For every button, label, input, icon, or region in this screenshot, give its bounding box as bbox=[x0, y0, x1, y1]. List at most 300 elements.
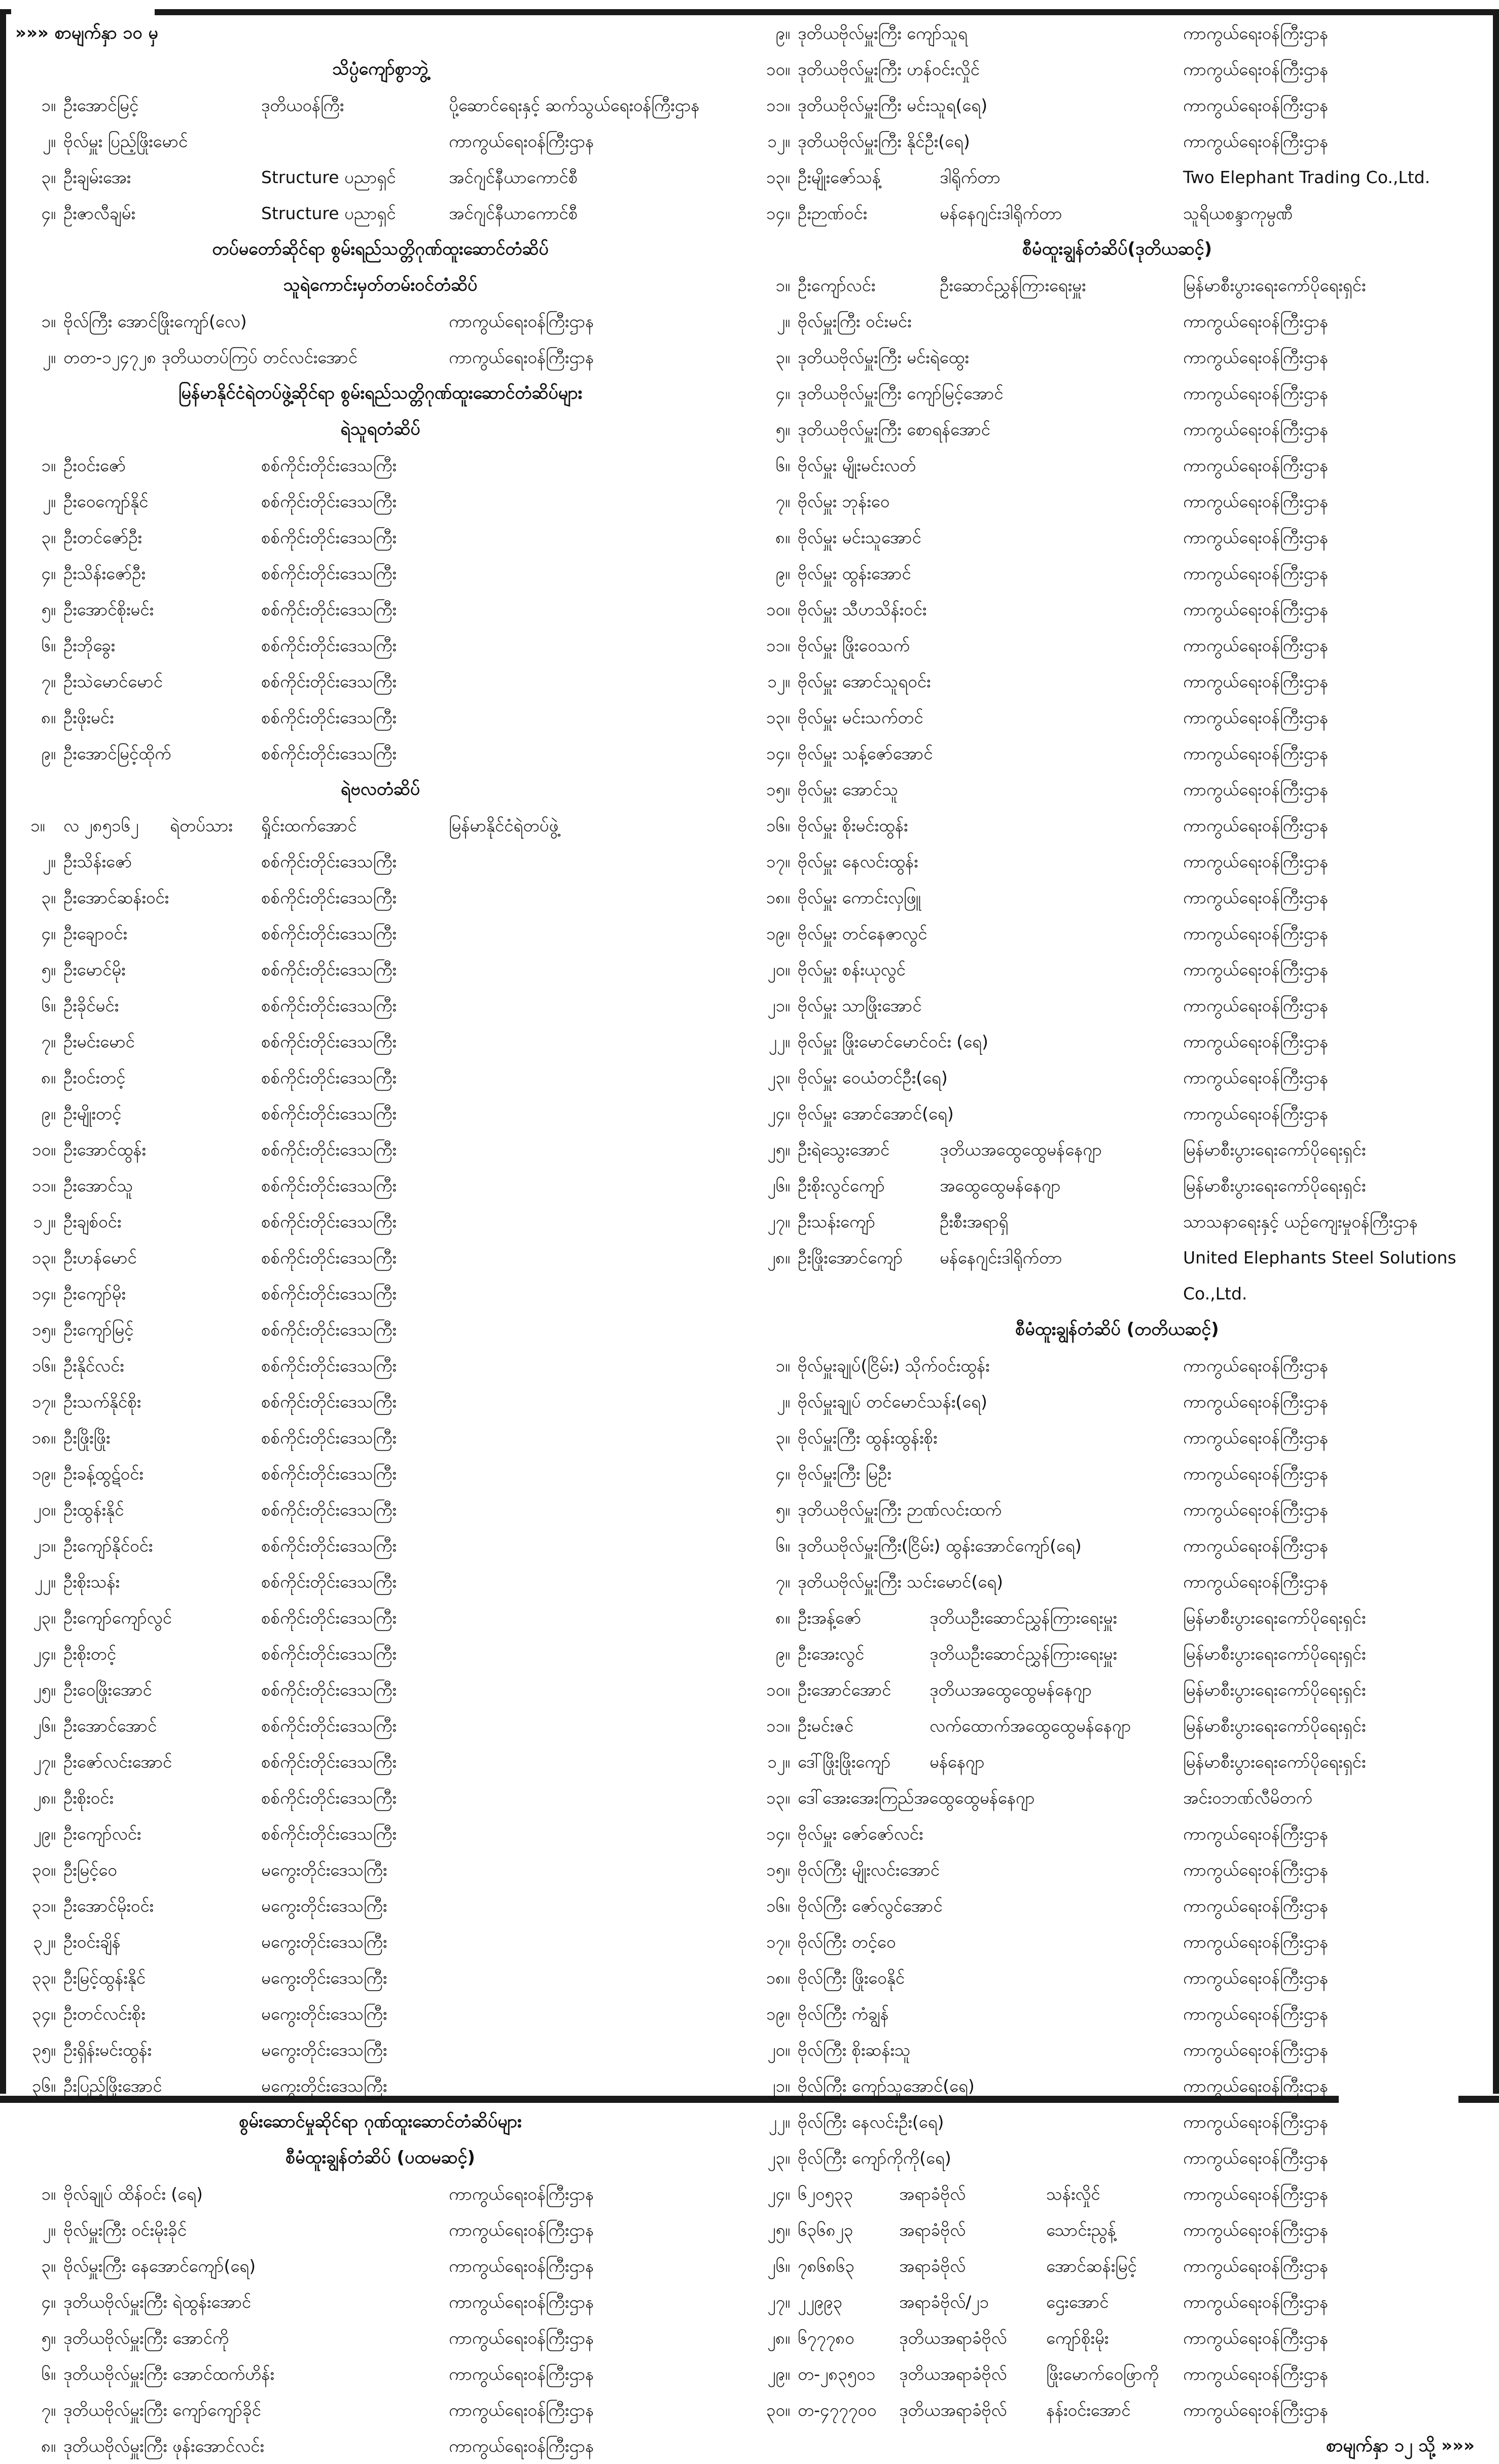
list-row bbox=[15, 2284, 745, 2320]
list-row bbox=[750, 447, 1485, 483]
row-number: ၂၆။ bbox=[767, 2256, 790, 2276]
person-name: ဗိုလ်မှူးချုပ် တင်မောင်သန်း(ရေ) bbox=[798, 1392, 987, 1412]
row-number: ၁၃။ bbox=[31, 1248, 56, 1268]
rank: ဒုတိယအရာခံဗိုလ် bbox=[899, 2364, 1007, 2384]
organization: မြန်မာစီးပွားရေးကော်ပိုရေးရှင်း bbox=[1183, 1140, 1366, 1159]
list-row bbox=[750, 159, 1485, 195]
list-row bbox=[750, 2248, 1485, 2284]
person-name: ဦးစိုးသန်း bbox=[63, 1572, 120, 1592]
organization: ကာကွယ်ရေးဝန်ကြီးဌာန bbox=[1183, 1392, 1329, 1412]
person-name: ဦးမြင့်ဝေ bbox=[63, 1860, 117, 1880]
list-row bbox=[750, 375, 1485, 411]
list-row bbox=[750, 916, 1485, 952]
organization: စစ်ကိုင်းတိုင်းဒေသကြီး bbox=[261, 1752, 397, 1772]
row-number: ၄။ bbox=[41, 924, 56, 943]
organization: စစ်ကိုင်းတိုင်းဒေသကြီး bbox=[261, 1572, 397, 1592]
organization: စစ်ကိုင်းတိုင်းဒေသကြီး bbox=[261, 744, 397, 763]
person-name: ဦးဖိုးမင်း bbox=[63, 708, 114, 727]
list-row bbox=[15, 1888, 745, 1924]
person-name: ရှိုင်းထက်အောင် bbox=[261, 816, 357, 835]
person-name: သန်းလှိုင် bbox=[1046, 2184, 1100, 2204]
list-row bbox=[750, 2320, 1485, 2356]
service-third-class-ranked-list bbox=[750, 2176, 1485, 2428]
row-number: ၂။ bbox=[42, 491, 56, 511]
row-number: ၇။ bbox=[775, 491, 790, 511]
person-name: ဗိုလ်မှူးချုပ်(ငြိမ်း) သိုက်ဝင်းထွန်း bbox=[798, 1356, 990, 1376]
list-row bbox=[750, 303, 1485, 339]
organization: စစ်ကိုင်းတိုင်းဒေသကြီး bbox=[261, 924, 397, 943]
person-name: ဖြိုးမောက်ဝေဖြာကို bbox=[1046, 2364, 1159, 2384]
person-name: ဗိုလ်မှူး ဇော်ဇော်လင်း bbox=[798, 1824, 923, 1844]
person-name: ဦးဝင်းချိန် bbox=[63, 1932, 121, 1952]
organization: ကာကွယ်ရေးဝန်ကြီးဌာန bbox=[1183, 1068, 1329, 1087]
organization: ကာကွယ်ရေးဝန်ကြီးဌာန bbox=[1183, 708, 1329, 727]
person-name: ဗိုလ်ကြီး မျိုးလင်းအောင် bbox=[798, 1860, 940, 1880]
list-row bbox=[15, 916, 745, 952]
row-number: ၁။ bbox=[41, 2184, 56, 2204]
list-row bbox=[750, 1888, 1485, 1924]
row-number: ၂၆။ bbox=[33, 1716, 56, 1736]
list-row bbox=[750, 1996, 1485, 2032]
position: ဒုတိယဦးဆောင်ညွှန်ကြားရေးမှူး bbox=[930, 1644, 1117, 1664]
person-name: ဗိုလ်မှူးကြီး နေအောင်ကျော်(ရေ) bbox=[63, 2256, 256, 2276]
row-number: ၁၅။ bbox=[31, 1320, 56, 1340]
row-number: ၂။ bbox=[42, 131, 56, 151]
organization: ကာကွယ်ရေးဝန်ကြီးဌာန bbox=[1183, 888, 1329, 907]
service-first-class-list-continued bbox=[750, 15, 1485, 231]
row-number: ၁၃။ bbox=[766, 708, 790, 727]
organization: စစ်ကိုင်းတိုင်းဒေသကြီး bbox=[261, 708, 397, 727]
section-subtitle-police: ရဲသူရတံဆိပ် bbox=[340, 419, 420, 439]
rank: ရဲတပ်သား bbox=[170, 816, 233, 835]
list-row bbox=[750, 2068, 1485, 2104]
row-number: ၁၀။ bbox=[766, 600, 790, 619]
list-row bbox=[750, 1168, 1485, 1204]
row-number: ၄။ bbox=[41, 2292, 56, 2312]
person-name: ဦးရှိန်းမင်းထွန်း bbox=[63, 2040, 152, 2060]
list-row bbox=[750, 51, 1485, 87]
section-title-science: သိပ္ပံကျော်စွာဘွဲ့ bbox=[332, 59, 429, 79]
row-number: ၅။ bbox=[775, 1500, 790, 1520]
row-number: ၁။ bbox=[41, 455, 56, 475]
list-row bbox=[15, 1096, 745, 1132]
position: ဒုတိယအထွေထွေမန်နေဂျာ bbox=[930, 1680, 1092, 1700]
organization: စစ်ကိုင်းတိုင်းဒေသကြီး bbox=[261, 600, 397, 619]
person-name: ဦးကျော်မိုး bbox=[63, 1284, 126, 1304]
row-number: ၂၃။ bbox=[33, 1608, 56, 1628]
organization: စစ်ကိုင်းတိုင်းဒေသကြီး bbox=[261, 1320, 397, 1340]
organization: စစ်ကိုင်းတိုင်းဒေသကြီး bbox=[261, 1176, 397, 1195]
person-name: ဗိုလ်မှူးကြီး မြဦး bbox=[798, 1464, 891, 1484]
list-row bbox=[750, 519, 1485, 555]
position: Structure ပညာရှင် bbox=[261, 167, 396, 187]
list-row bbox=[15, 2356, 745, 2392]
person-name: ဦးဟန်မောင် bbox=[63, 1248, 137, 1268]
organization: ပို့ဆောင်ရေးနှင့် ဆက်သွယ်ရေးဝန်ကြီးဌာန bbox=[449, 95, 700, 115]
organization: စစ်ကိုင်းတိုင်းဒေသကြီး bbox=[261, 1644, 397, 1664]
organization: သူရိယစန္ဒာကုမ္ပဏီ bbox=[1183, 203, 1293, 223]
row-number: ၂၇။ bbox=[767, 1212, 790, 1231]
person-name: ဦးအောင်မိုးဝင်း bbox=[63, 1896, 154, 1916]
person-name: ဦးမြင့်ထွန်းနိုင် bbox=[63, 1968, 146, 1988]
list-row bbox=[15, 1528, 745, 1564]
organization: ကာကွယ်ရေးဝန်ကြီးဌာန bbox=[449, 2292, 594, 2312]
list-row bbox=[15, 2032, 745, 2068]
organization: စစ်ကိုင်းတိုင်းဒေသကြီး bbox=[261, 527, 397, 547]
organization: ကာကွယ်ရေးဝန်ကြီးဌာန bbox=[449, 347, 594, 367]
position: မန်နေဂျင်းဒါရိုက်တာ bbox=[940, 1248, 1062, 1268]
row-number: ၃၁။ bbox=[31, 1896, 56, 1916]
organization: စစ်ကိုင်းတိုင်းဒေသကြီး bbox=[261, 455, 397, 475]
list-row bbox=[750, 1600, 1485, 1636]
person-name: ဒုတိယဗိုလ်မှူးကြီး နိုင်ဦး(ရေ) bbox=[798, 131, 970, 151]
list-row bbox=[750, 2212, 1485, 2248]
row-number: ၁၀။ bbox=[31, 1140, 56, 1159]
person-name: ဒေါ်အေးအေးကြည်အထွေထွေမန်နေဂျာ bbox=[798, 1788, 1035, 1808]
row-number: ၅။ bbox=[775, 419, 790, 439]
list-row bbox=[750, 1816, 1485, 1852]
list-row bbox=[15, 1744, 745, 1780]
organization: စစ်ကိုင်းတိုင်းဒေသကြီး bbox=[261, 1608, 397, 1628]
person-name: ဒေါ်ဖြိုးဖြိုးကျော် bbox=[798, 1752, 891, 1772]
row-number: ၄။ bbox=[41, 564, 56, 583]
organization: အင်ဂျင်နီယာကောင်စီ bbox=[449, 203, 578, 223]
row-number: ၆။ bbox=[775, 1536, 790, 1556]
list-row bbox=[15, 1276, 745, 1312]
organization: ကာကွယ်ရေးဝန်ကြီးဌာန bbox=[1183, 311, 1329, 331]
organization: ကာကွယ်ရေးဝန်ကြီးဌာန bbox=[1183, 2220, 1329, 2240]
list-row bbox=[750, 1564, 1485, 1600]
person-name: ဗိုလ်မှူး ဝေယံတင်ဦး(ရေ) bbox=[798, 1068, 948, 1087]
organization: ကာကွယ်ရေးဝန်ကြီးဌာန bbox=[1183, 564, 1329, 583]
person-name: ဒုတိယဗိုလ်မှူးကြီး အောင်ကို bbox=[63, 2328, 229, 2348]
organization: ကာကွယ်ရေးဝန်ကြီးဌာန bbox=[1183, 600, 1329, 619]
person-name: ဗိုလ်မှူး မင်းသက်တင် bbox=[798, 708, 923, 727]
person-name: ဦးချောဝင်း bbox=[63, 924, 127, 943]
section-title-army: တပ်မတော်ဆိုင်ရာ စွမ်းရည်သတ္တိဂုဏ်ထူးဆောင်တံဆိပ် bbox=[212, 239, 549, 259]
list-row bbox=[750, 2176, 1485, 2212]
row-number: ၈။ bbox=[775, 1608, 790, 1628]
list-row bbox=[15, 339, 745, 375]
organization: ကာကွယ်ရေးဝန်ကြီးဌာန bbox=[1183, 1932, 1329, 1952]
person-name: ဦးစိုးတင့် bbox=[63, 1644, 117, 1664]
list-row bbox=[15, 123, 745, 159]
row-number: ၂၈။ bbox=[767, 1248, 790, 1268]
row-number: ၂၅။ bbox=[767, 2220, 790, 2240]
organization: စစ်ကိုင်းတိုင်းဒေသကြီး bbox=[261, 1680, 397, 1700]
row-number: ၁၈။ bbox=[766, 888, 790, 907]
list-row bbox=[15, 555, 745, 591]
row-number: ၁၄။ bbox=[766, 744, 790, 763]
list-row bbox=[15, 735, 745, 771]
person-name: ဦးပြည့်ဖြိုးအောင် bbox=[63, 2076, 162, 2096]
list-row bbox=[15, 2176, 745, 2212]
list-row bbox=[15, 879, 745, 916]
organization: စစ်ကိုင်းတိုင်းဒေသကြီး bbox=[261, 1824, 397, 1844]
row-number: ၁၂။ bbox=[767, 131, 790, 151]
list-row bbox=[750, 843, 1485, 879]
person-name: ဦးအန့်ဇော် bbox=[798, 1608, 862, 1628]
person-name: ဦးခိုင်မင်း bbox=[63, 996, 119, 1015]
row-number: ၅။ bbox=[41, 960, 56, 979]
organization: မြန်မာစီးပွားရေးကော်ပိုရေးရှင်း bbox=[1183, 1644, 1366, 1664]
organization: ကာကွယ်ရေးဝန်ကြီးဌာန bbox=[1183, 2076, 1329, 2096]
list-row bbox=[15, 699, 745, 735]
organization: ကာကွယ်ရေးဝန်ကြီးဌာန bbox=[1183, 1968, 1329, 1988]
row-number: ၁။ bbox=[41, 311, 56, 331]
list-row bbox=[15, 1852, 745, 1888]
person-name: ဒုတိယဗိုလ်မှူးကြီး ကျော်ကျော်ခိုင် bbox=[63, 2400, 261, 2420]
organization: ကာကွယ်ရေးဝန်ကြီးဌာန bbox=[1183, 744, 1329, 763]
continued-from-link[interactable]: »»» စာမျက်နှာ ၁၀ မှ bbox=[15, 23, 158, 43]
rank: အရာခံဗိုလ် bbox=[899, 2220, 966, 2240]
person-name: ကျော်စိုးမိုး bbox=[1046, 2328, 1109, 2348]
list-row bbox=[15, 1456, 745, 1492]
list-row bbox=[15, 1924, 745, 1960]
row-number: ၉။ bbox=[775, 1644, 790, 1664]
row-number: ၉။ bbox=[775, 564, 790, 583]
person-name: ဗိုလ်မှူး နေလင်းထွန်း bbox=[798, 852, 918, 871]
row-number: ၁၇။ bbox=[31, 1392, 56, 1412]
row-number: ၁၀။ bbox=[766, 1680, 790, 1700]
list-row bbox=[15, 663, 745, 699]
person-name: ဦးအောင်အောင် bbox=[798, 1680, 891, 1700]
organization: ကာကွယ်ရေးဝန်ကြီးဌာန bbox=[1183, 419, 1329, 439]
position: မန်နေဂျင်းဒါရိုက်တာ bbox=[940, 203, 1062, 223]
organization: စစ်ကိုင်းတိုင်းဒေသကြီး bbox=[261, 1356, 397, 1376]
organization: ကာကွယ်ရေးဝန်ကြီးဌာန bbox=[449, 2256, 594, 2276]
organization: ကာကွယ်ရေးဝန်ကြီးဌာန bbox=[449, 2328, 594, 2348]
row-number: ၃။ bbox=[41, 2256, 56, 2276]
position: ဒုတိယဦးဆောင်ညွှန်ကြားရေးမှူး bbox=[930, 1608, 1117, 1628]
organization: စစ်ကိုင်းတိုင်းဒေသကြီး bbox=[261, 1788, 397, 1808]
organization: ကာကွယ်ရေးဝန်ကြီးဌာန bbox=[1183, 1104, 1329, 1123]
organization: ကာကွယ်ရေးဝန်ကြီးဌာန bbox=[449, 2436, 594, 2456]
list-row bbox=[15, 303, 745, 339]
list-row bbox=[15, 1384, 745, 1420]
person-name: ဦးကျော်မြင့် bbox=[63, 1320, 134, 1340]
person-name: ဦးစိုးဝင်း bbox=[63, 1788, 114, 1808]
person-name: ဦးမင်းမောင် bbox=[63, 1032, 135, 1051]
organization: ကာကွယ်ရေးဝန်ကြီးဌာန bbox=[1183, 23, 1329, 43]
person-name: ဒုတိယဗိုလ်မှူးကြီး ရဲထွန်းအောင် bbox=[63, 2292, 252, 2312]
list-row bbox=[750, 1456, 1485, 1492]
row-number: ၈။ bbox=[41, 2436, 56, 2456]
list-row bbox=[750, 952, 1485, 988]
person-name: ဦးဇာလီချမ်း bbox=[63, 203, 135, 223]
person-name: ဦးအေးလွင် bbox=[798, 1644, 865, 1664]
service-id: ၆၂၀၅၃၃ bbox=[798, 2184, 853, 2204]
person-name: တတ-၁၂၄၇၂၈ ဒုတိယတပ်ကြပ် တင်လင်းအောင် bbox=[63, 347, 358, 367]
person-name: ဦးခန့်ထွဋ်ဝင်း bbox=[63, 1464, 144, 1484]
person-name: ဒုတိယဗိုလ်မှူးကြီး သင်းမောင်(ရေ) bbox=[798, 1572, 1003, 1592]
organization: ကာကွယ်ရေးဝန်ကြီးဌာန bbox=[449, 2184, 594, 2204]
organization: ကာကွယ်ရေးဝန်ကြီးဌာန bbox=[1183, 1896, 1329, 1916]
row-number: ၅။ bbox=[41, 2328, 56, 2348]
section-subtitle-army: သူရဲကောင်းမှတ်တမ်းဝင်တံဆိပ် bbox=[283, 275, 478, 295]
row-number: ၂၃။ bbox=[767, 2148, 790, 2168]
person-name: ဗိုလ်မှူး စိုးမင်းထွန်း bbox=[798, 816, 908, 835]
organization: ကာကွယ်ရေးဝန်ကြီးဌာန bbox=[1183, 780, 1329, 799]
person-name: ဗိုလ်မှူး ပြည့်ဖြိုးမောင် bbox=[63, 131, 188, 151]
organization: မကွေးတိုင်းဒေသကြီး bbox=[261, 1860, 387, 1880]
row-number: ၃၄။ bbox=[31, 2004, 56, 2024]
person-name: ဦးသက်နိုင်စိုး bbox=[63, 1392, 141, 1412]
person-name: ဌေးအောင် bbox=[1046, 2292, 1109, 2312]
organization: မကွေးတိုင်းဒေသကြီး bbox=[261, 2004, 387, 2024]
organization: စစ်ကိုင်းတိုင်းဒေသကြီး bbox=[261, 1500, 397, 1520]
organization: ကာကွယ်ရေးဝန်ကြီးဌာန bbox=[1183, 960, 1329, 979]
person-name: ဦးမျိုးဇော်သန့် bbox=[798, 167, 881, 187]
police-thura-list bbox=[15, 447, 745, 771]
row-number: ၁၅။ bbox=[766, 780, 790, 799]
person-name: ဦးဘိုခွေး bbox=[63, 636, 116, 655]
continued-to-link[interactable]: စာမျက်နှာ ၁၂ သို့ »»» bbox=[1326, 2436, 1475, 2456]
organization: ကာကွယ်ရေးဝန်ကြီးဌာန bbox=[1183, 2292, 1329, 2312]
list-row bbox=[15, 1348, 745, 1384]
person-name: ဗိုလ်မှူး ကောင်းလှဖြူ bbox=[798, 888, 921, 907]
row-number: ၅။ bbox=[41, 600, 56, 619]
organization-continued: Co.,Ltd. bbox=[1183, 1284, 1247, 1304]
list-row bbox=[15, 1168, 745, 1204]
person-name: ဗိုလ်မှူး ဘုန်းဝေ bbox=[798, 491, 890, 511]
row-number: ၁၀။ bbox=[766, 59, 790, 79]
list-row bbox=[750, 1492, 1485, 1528]
row-number: ၁၈။ bbox=[766, 1968, 790, 1988]
service-third-class-list bbox=[750, 1348, 1485, 2176]
organization: ကာကွယ်ရေးဝန်ကြီးဌာန bbox=[1183, 924, 1329, 943]
person-name: ဦးဉာဏ်ဝင်း bbox=[798, 203, 868, 223]
organization: ကာကွယ်ရေးဝန်ကြီးဌာန bbox=[1183, 2364, 1329, 2384]
list-row bbox=[750, 807, 1485, 843]
person-name: ဦးမင်းဇင် bbox=[798, 1716, 854, 1736]
list-row-continuation bbox=[750, 1276, 1485, 1312]
row-number: ၂။ bbox=[42, 347, 56, 367]
organization: ကာကွယ်ရေးဝန်ကြီးဌာန bbox=[1183, 2256, 1329, 2276]
row-number: ၃၆။ bbox=[31, 2076, 56, 2096]
list-row bbox=[750, 1024, 1485, 1060]
position: ဒုတိယအထွေထွေမန်နေဂျာ bbox=[940, 1140, 1102, 1159]
service-id: လ ၂၈၅၁၆၂ bbox=[63, 816, 139, 835]
person-name: ဦးဝေကျော်နိုင် bbox=[63, 491, 149, 511]
row-number: ၇။ bbox=[41, 1032, 56, 1051]
organization: ကာကွယ်ရေးဝန်ကြီးဌာန bbox=[1183, 59, 1329, 79]
service-first-class-list bbox=[15, 2176, 745, 2464]
person-name: ဦးတင်ဇော်ဦး bbox=[63, 527, 142, 547]
list-row bbox=[750, 411, 1485, 447]
rank: အရာခံဗိုလ် bbox=[899, 2184, 966, 2204]
person-name: ဦးကျော်ကျော်လွင် bbox=[63, 1608, 172, 1628]
person-name: ဦးနိုင်လင်း bbox=[63, 1356, 124, 1376]
organization: မကွေးတိုင်းဒေသကြီး bbox=[261, 2040, 387, 2060]
list-row bbox=[15, 1204, 745, 1240]
organization: ကာကွယ်ရေးဝန်ကြီးဌာန bbox=[1183, 383, 1329, 403]
row-number: ၉။ bbox=[41, 1104, 56, 1123]
organization: မြန်မာစီးပွားရေးကော်ပိုရေးရှင်း bbox=[1183, 275, 1366, 295]
row-number: ၉။ bbox=[775, 23, 790, 43]
service-id: တ-၄၇၇၇၀၀ bbox=[798, 2400, 877, 2420]
row-number: ၁၇။ bbox=[766, 1932, 790, 1952]
list-row bbox=[15, 1564, 745, 1600]
list-row bbox=[15, 1600, 745, 1636]
person-name: ဦးချစ်ဝင်း bbox=[63, 1212, 122, 1231]
organization: စစ်ကိုင်းတိုင်းဒေသကြီး bbox=[261, 1464, 397, 1484]
row-number: ၃၀။ bbox=[31, 1860, 56, 1880]
row-number: ၁၇။ bbox=[766, 852, 790, 871]
organization: ကာကွယ်ရေးဝန်ကြီးဌာန bbox=[1183, 1500, 1329, 1520]
list-row bbox=[750, 1204, 1485, 1240]
person-name: ဦးအောင်စိုးမင်း bbox=[63, 600, 154, 619]
section-title-service-3: စီမံထူးချွန်တံဆိပ် (တတိယဆင့်) bbox=[1015, 1319, 1219, 1340]
organization: ကာကွယ်ရေးဝန်ကြီးဌာန bbox=[1183, 636, 1329, 655]
organization: ကာကွယ်ရေးဝန်ကြီးဌာန bbox=[1183, 2400, 1329, 2420]
row-number: ၃။ bbox=[41, 167, 56, 187]
list-row bbox=[15, 988, 745, 1024]
organization: မြန်မာစီးပွားရေးကော်ပိုရေးရှင်း bbox=[1183, 1680, 1366, 1700]
list-row bbox=[15, 1060, 745, 1096]
organization: ကာကွယ်ရေးဝန်ကြီးဌာန bbox=[1183, 2040, 1329, 2060]
row-number: ၂၄။ bbox=[767, 2184, 790, 2204]
organization: အင်းဝဘဏ်လီမိတက် bbox=[1183, 1788, 1312, 1808]
row-number: ၁၂။ bbox=[767, 1752, 790, 1772]
row-number: ၁၃။ bbox=[766, 167, 790, 187]
service-second-class-list bbox=[750, 267, 1485, 1312]
list-row bbox=[750, 627, 1485, 663]
row-number: ၁၉။ bbox=[766, 924, 790, 943]
row-number: ၂။ bbox=[42, 2220, 56, 2240]
police-bala-list bbox=[15, 843, 745, 2104]
row-number: ၈။ bbox=[41, 1068, 56, 1087]
row-number: ၁၃။ bbox=[766, 1788, 790, 1808]
organization: ကာကွယ်ရေးဝန်ကြီးဌာန bbox=[1183, 347, 1329, 367]
list-row bbox=[15, 843, 745, 879]
row-number: ၃၅။ bbox=[31, 2040, 56, 2060]
person-name: ဦးအောင်အောင် bbox=[63, 1716, 157, 1736]
person-name: ဗိုလ်မှူး သာဖြိုးအောင် bbox=[798, 996, 922, 1015]
person-name: ဦးရဲသွေးအောင် bbox=[798, 1140, 890, 1159]
list-row bbox=[750, 2356, 1485, 2392]
row-number: ၄။ bbox=[775, 383, 790, 403]
organization: ကာကွယ်ရေးဝန်ကြီးဌာန bbox=[1183, 1356, 1329, 1376]
organization: မြန်မာစီးပွားရေးကော်ပိုရေးရှင်း bbox=[1183, 1176, 1366, 1195]
organization: စစ်ကိုင်းတိုင်းဒေသကြီး bbox=[261, 1212, 397, 1231]
person-name: ဦးဇော်လင်းအောင် bbox=[63, 1752, 172, 1772]
service-id: ၆၃၆၈၂၃ bbox=[798, 2220, 853, 2240]
list-row bbox=[750, 1924, 1485, 1960]
person-name: ဗိုလ်ကြီး ကံချွန် bbox=[798, 2004, 889, 2024]
section-title-police: မြန်မာနိုင်ငံရဲတပ်ဖွဲ့ဆိုင်ရာ စွမ်းရည်သတ္တိဂုဏ်ထူးဆောင်တံဆိပ်များ bbox=[178, 383, 583, 403]
person-name: ဗိုလ်မှူး မင်းသူအောင် bbox=[798, 527, 921, 547]
organization: ကာကွယ်ရေးဝန်ကြီးဌာန bbox=[1183, 2184, 1329, 2204]
person-name: ဒုတိယဗိုလ်မှူးကြီး အောင်ထက်ဟိန်း bbox=[63, 2364, 274, 2384]
organization: ကာကွယ်ရေးဝန်ကြီးဌာန bbox=[1183, 816, 1329, 835]
organization: စစ်ကိုင်းတိုင်းဒေသကြီး bbox=[261, 1536, 397, 1556]
list-row bbox=[15, 952, 745, 988]
person-name: ဒုတိယဗိုလ်မှူးကြီး ဖုန်းအောင်လင်း bbox=[63, 2436, 264, 2456]
person-name: ဦးဖြိုးအောင်ကျော် bbox=[798, 1248, 903, 1268]
row-number: ၁။ bbox=[775, 1356, 790, 1376]
list-row bbox=[750, 195, 1485, 231]
organization: စစ်ကိုင်းတိုင်းဒေသကြီး bbox=[261, 564, 397, 583]
person-name: ဗိုလ်မှူး စန်းယုလွင် bbox=[798, 960, 906, 979]
section-title-police-bala: ရဲဗလတံဆိပ် bbox=[340, 779, 420, 799]
organization: ကာကွယ်ရေးဝန်ကြီးဌာန bbox=[1183, 1464, 1329, 1484]
list-row bbox=[750, 15, 1485, 51]
person-name: ဒုတိယဗိုလ်မှူးကြီး မင်းရဲထွေး bbox=[798, 347, 969, 367]
science-award-list bbox=[15, 87, 745, 231]
list-row bbox=[15, 87, 745, 123]
row-number: ၂၀။ bbox=[767, 2040, 790, 2060]
